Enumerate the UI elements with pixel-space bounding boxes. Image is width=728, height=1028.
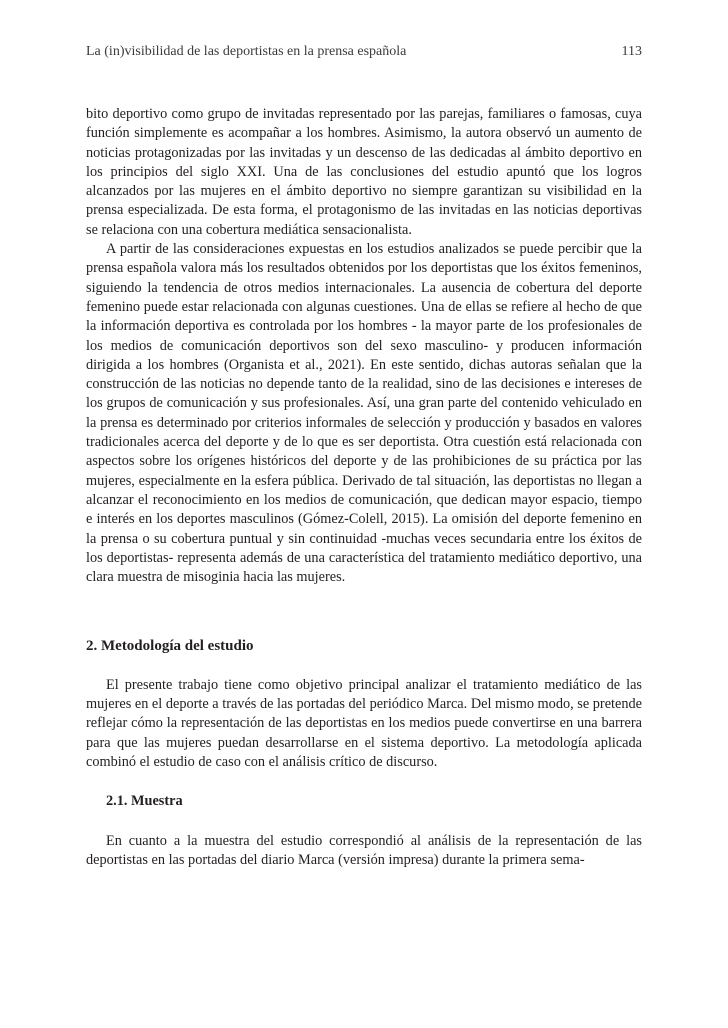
paragraph-3: El presente trabajo tiene como objetivo principal analizar el tratamiento mediático de las mujeres en el deporte a través de las portadas del periódico Marca. Del mismo modo, se pretende reflejar cómo la representación de las deportistas en los medios puede convertirse en una barrera para que las mujeres puedan desarrollarse en el sistema deportivo. La metodología aplicada combinó el estudio de caso con el análisis crítico de discurso. [86, 676, 642, 770]
subsection-heading: 2.1. Muestra [106, 793, 183, 810]
running-title: La (in)visibilidad de las deportistas en la prensa española [86, 44, 407, 59]
paragraph-4: En cuanto a la muestra del estudio correspondió al análisis de la representación de las deportistas en las portadas del diario Marca (versión impresa) durante la primera sema- [86, 832, 642, 868]
paragraph-1: bito deportivo como grupo de invitadas representado por las parejas, familiares o famosas, cuya función simplemente es acompañar a los hombres. Asimismo, la autora observó un aumento de noticias protagonizadas por las invitadas y un descenso de las dedicadas al ámbito deportivo en los principios del siglo XXI. Una de las conclusiones del estudio apuntó que los logros alcanzados por las mujeres en el ámbito deportivo no siempre garantizan su visibilidad en la prensa especializada. De esta forma, el protagonismo de las invitadas en las noticias deportivas se relaciona con una cobertura mediática sensacionalista. [86, 106, 642, 238]
paragraph-2: A partir de las consideraciones expuestas en los estudios analizados se puede percibir que la prensa española valora más los resultados obtenidos por los deportistas que los éxitos femeninos, siguiendo la tendencia de otros medios internacionales. La ausencia de cobertura del deporte femenino puede estar relacionada con algunas cuestiones. Una de ellas se refiere al hecho de que la información deportiva es controlada por los hombres - la mayor parte de los profesionales de los medios de comunicación deportivos son del sexo masculino- y producen información dirigida a los hombres (Organista et al., 2021). En este sentido, dichas autoras señalan que la construcción de las noticias no depende tanto de la realidad, sino de las decisiones e intereses de los grupos de comunicación y sus profesionales. Así, una gran parte del contenido vehiculado en la prensa es determinado por criterios informales de selección y producción y basados en valores tradicionales acerca del deporte y de lo que es ser deportista. Otra cuestión está relacionada con aspectos sobre los orígenes históricos del deporte y de las prohibiciones de su práctica por las mujeres, especialmente en la esfera pública. Derivado de tal situación, las deportistas no llegan a alcanzar el reconocimiento en los medios de comunicación, que dedican mayor espacio, tiempo e interés en los deportes masculinos (Gómez-Colell, 2015). La omisión del deporte femenino en la prensa o su cobertura puntual y sin continuidad -muchas veces secundaria entre los éxitos de los deportistas- representa además de una característica del tratamiento mediático deportivo, una clara muestra de misoginia hacia las mujeres. [86, 241, 642, 586]
page-body [86, 105, 642, 870]
running-header [86, 44, 642, 60]
page-number: 113 [621, 44, 642, 59]
section-heading: 2. Metodología del estudio [86, 638, 254, 655]
